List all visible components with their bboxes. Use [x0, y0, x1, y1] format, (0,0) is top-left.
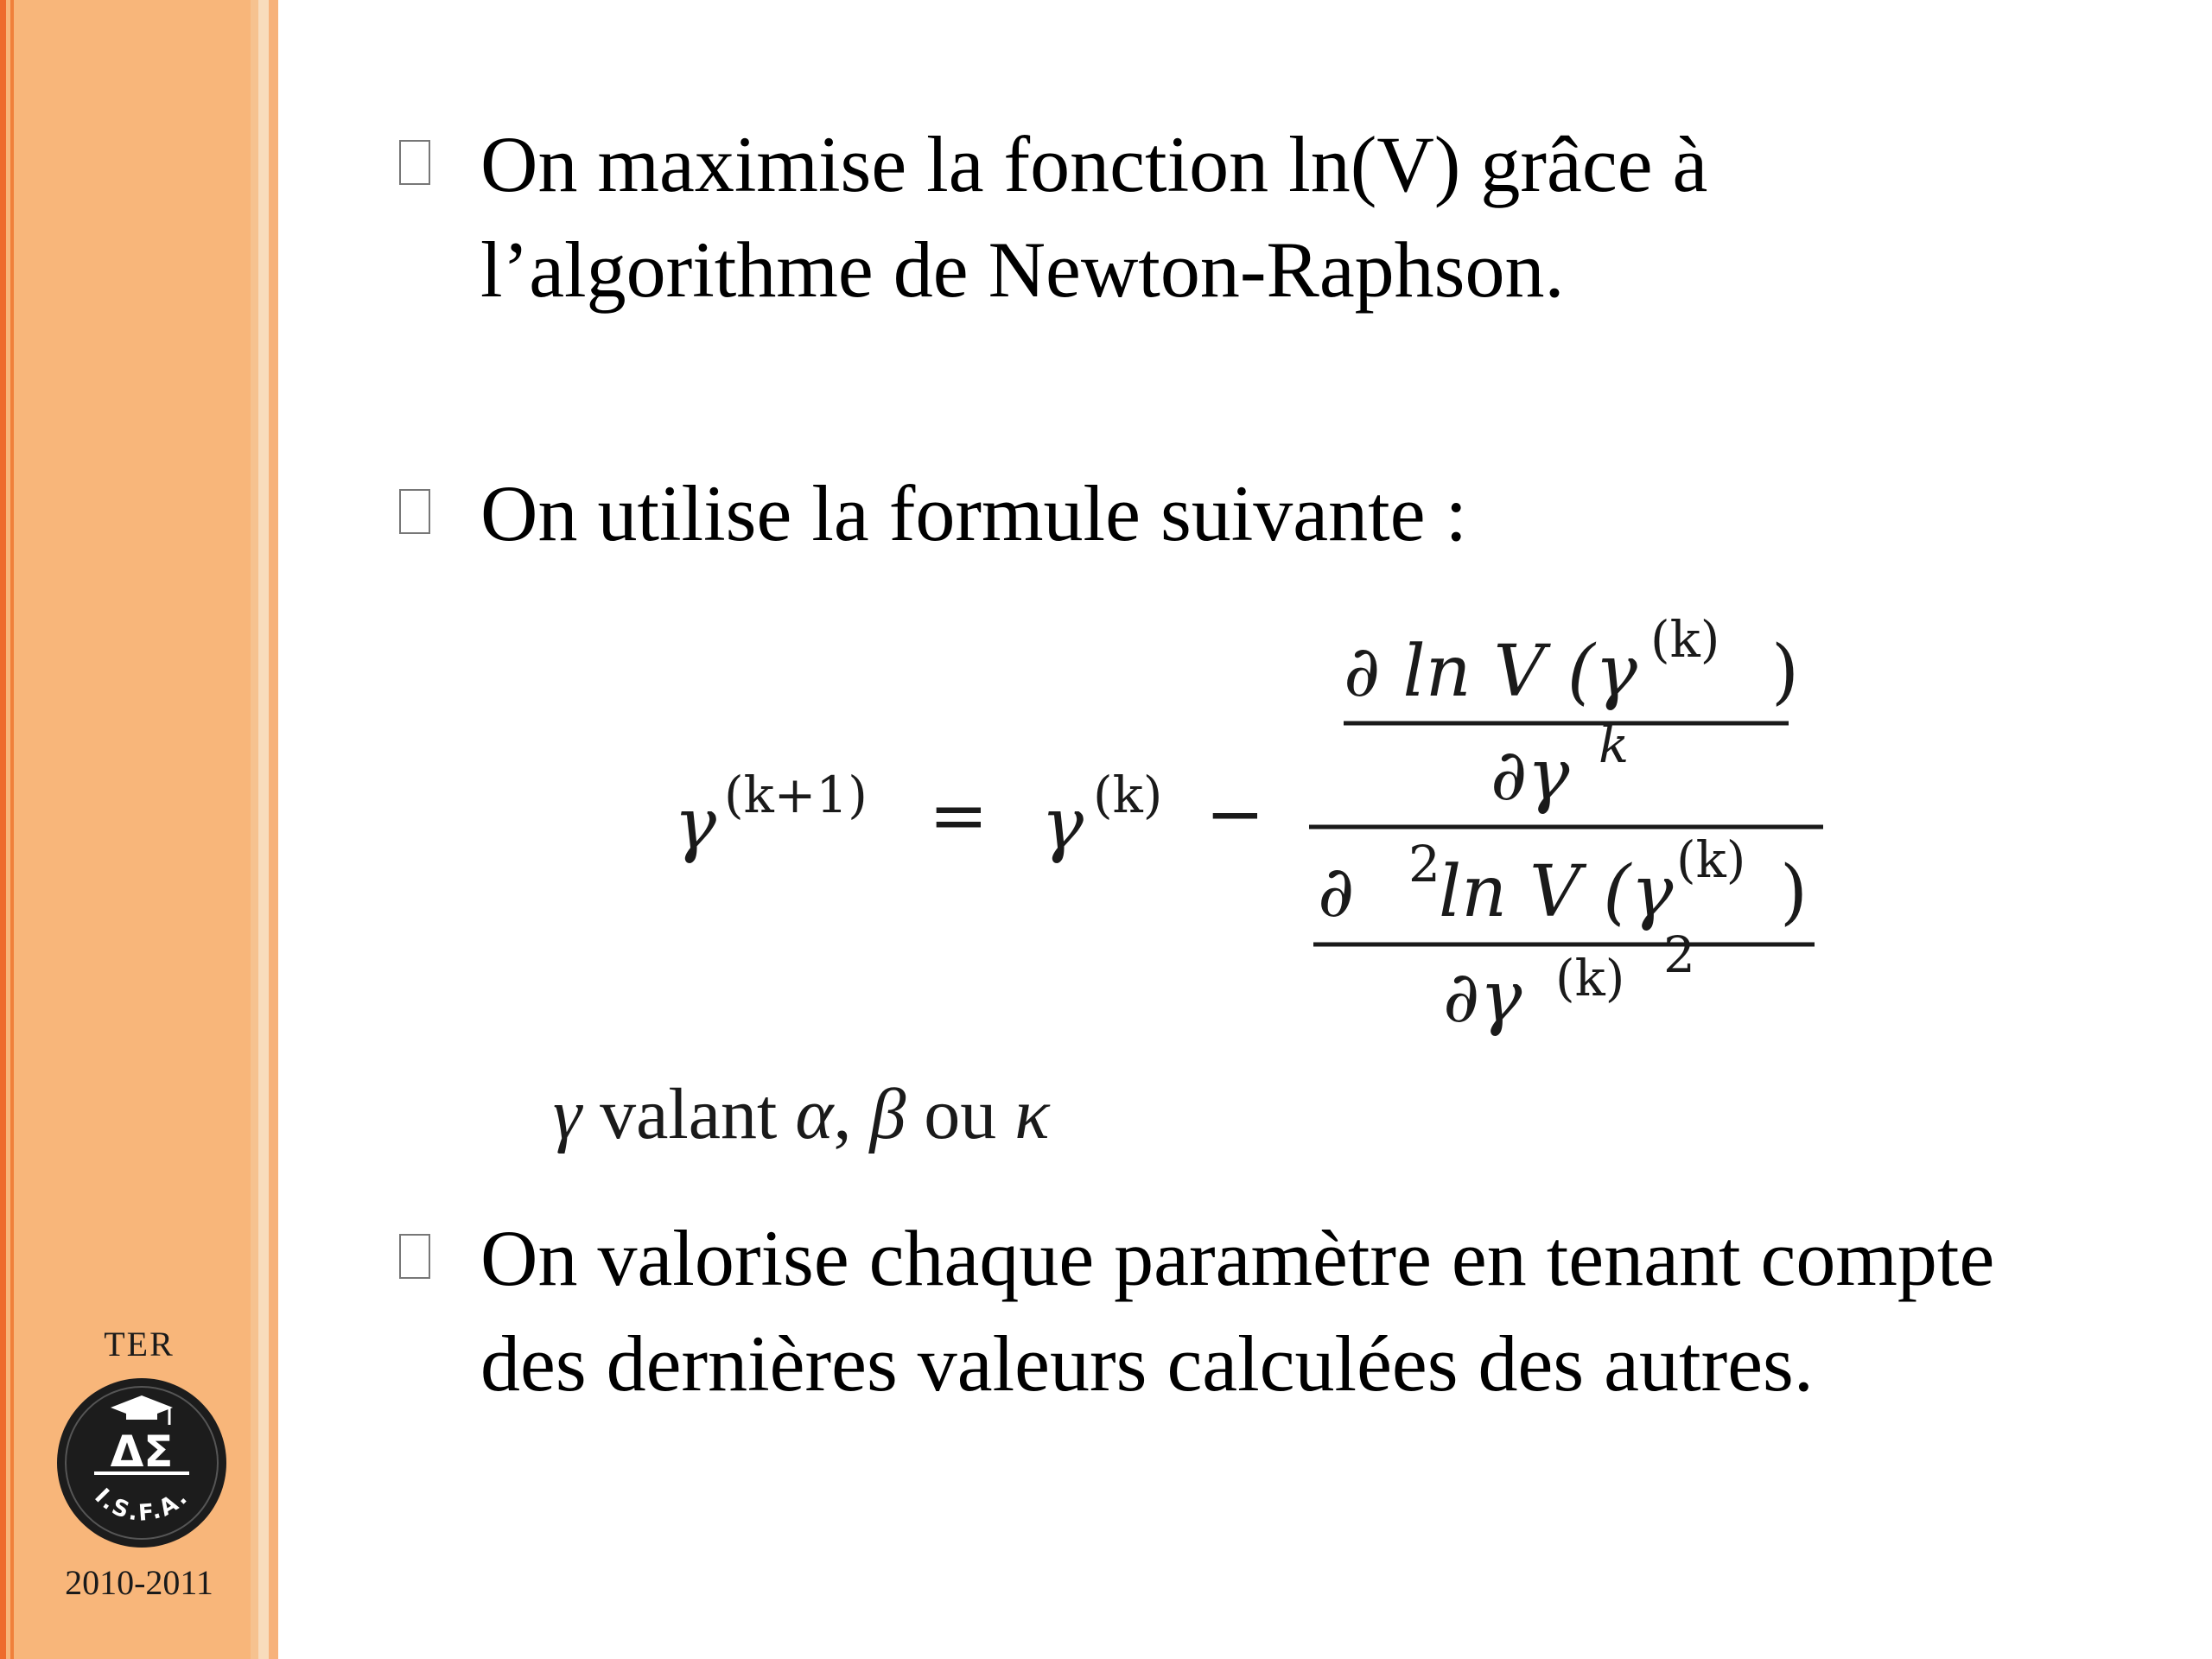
formula-den-top-partial: ∂: [1318, 851, 1355, 933]
formula-num-top-sup: (k): [1650, 610, 1720, 669]
logo-text: I.S.F.A.: [89, 1484, 194, 1527]
formula-den-bottom: ∂γ: [1443, 957, 1522, 1039]
formula-den-bottom-sq: 2: [1663, 925, 1695, 984]
formula-rhs-sup: (k): [1093, 766, 1163, 824]
formula-num-bottom: ∂γ: [1491, 734, 1570, 817]
legend-comma: ,: [833, 1074, 870, 1154]
legend-gamma: γ: [553, 1074, 582, 1154]
bullet-1-line-1: On maximise la fonction ln(V) grâce à: [480, 120, 1708, 208]
bullet-3-line-2: des dernières valeurs calculées des autres.: [480, 1319, 1814, 1408]
formula-den-bottom-sup: (k): [1555, 949, 1625, 1007]
formula-minus: −: [1205, 773, 1265, 855]
formula-rhs-gamma: γ: [1041, 784, 1084, 866]
bullet-marker-2: [399, 489, 430, 534]
formula-den-top-close: ): [1780, 851, 1808, 933]
legend-kappa: κ: [1014, 1074, 1050, 1154]
sidebar-stripe: [251, 0, 258, 1659]
formula-num-top-close: ): [1771, 631, 1799, 713]
formula-lhs-sup: (k+1): [724, 766, 868, 824]
sidebar-edge: [0, 0, 6, 1659]
sidebar-stripe-outer: [269, 0, 278, 1659]
newton-raphson-formula: [657, 596, 1849, 1089]
formula-den-top-sup: (k): [1676, 830, 1746, 889]
formula-equals: =: [929, 775, 988, 857]
legend-alpha: α: [795, 1074, 834, 1154]
sidebar-edge-line: [10, 0, 14, 1659]
formula-num-top: ∂ ln V (γ: [1344, 631, 1637, 713]
bullet-1-line-2: l’algorithme de Newton-Raphson.: [480, 226, 1565, 314]
formula-legend: [553, 1067, 1050, 1162]
logo-symbol: ΔΣ: [110, 1427, 174, 1477]
formula-num-bottom-sup: k: [1599, 715, 1630, 774]
sidebar-stripe-light: [258, 0, 269, 1659]
bullet-marker-1: [399, 140, 430, 185]
legend-valant: valant: [582, 1074, 796, 1154]
formula-den-top-sq: 2: [1408, 835, 1440, 893]
bullet-2-line-1: On utilise la formule suivante :: [480, 469, 1468, 557]
formula-lhs: γ: [674, 784, 717, 866]
legend-beta: β: [869, 1074, 906, 1154]
sidebar-year: 2010-2011: [65, 1563, 213, 1602]
bullet-3-line-1: On valorise chaque paramètre en tenant compte: [480, 1214, 1995, 1302]
sidebar-label: TER: [104, 1325, 175, 1363]
formula-den-top-rest: ln V (γ: [1439, 851, 1674, 933]
isfa-logo: [55, 1376, 228, 1549]
bullet-marker-3: [399, 1234, 430, 1279]
legend-ou: ou: [906, 1074, 1015, 1154]
